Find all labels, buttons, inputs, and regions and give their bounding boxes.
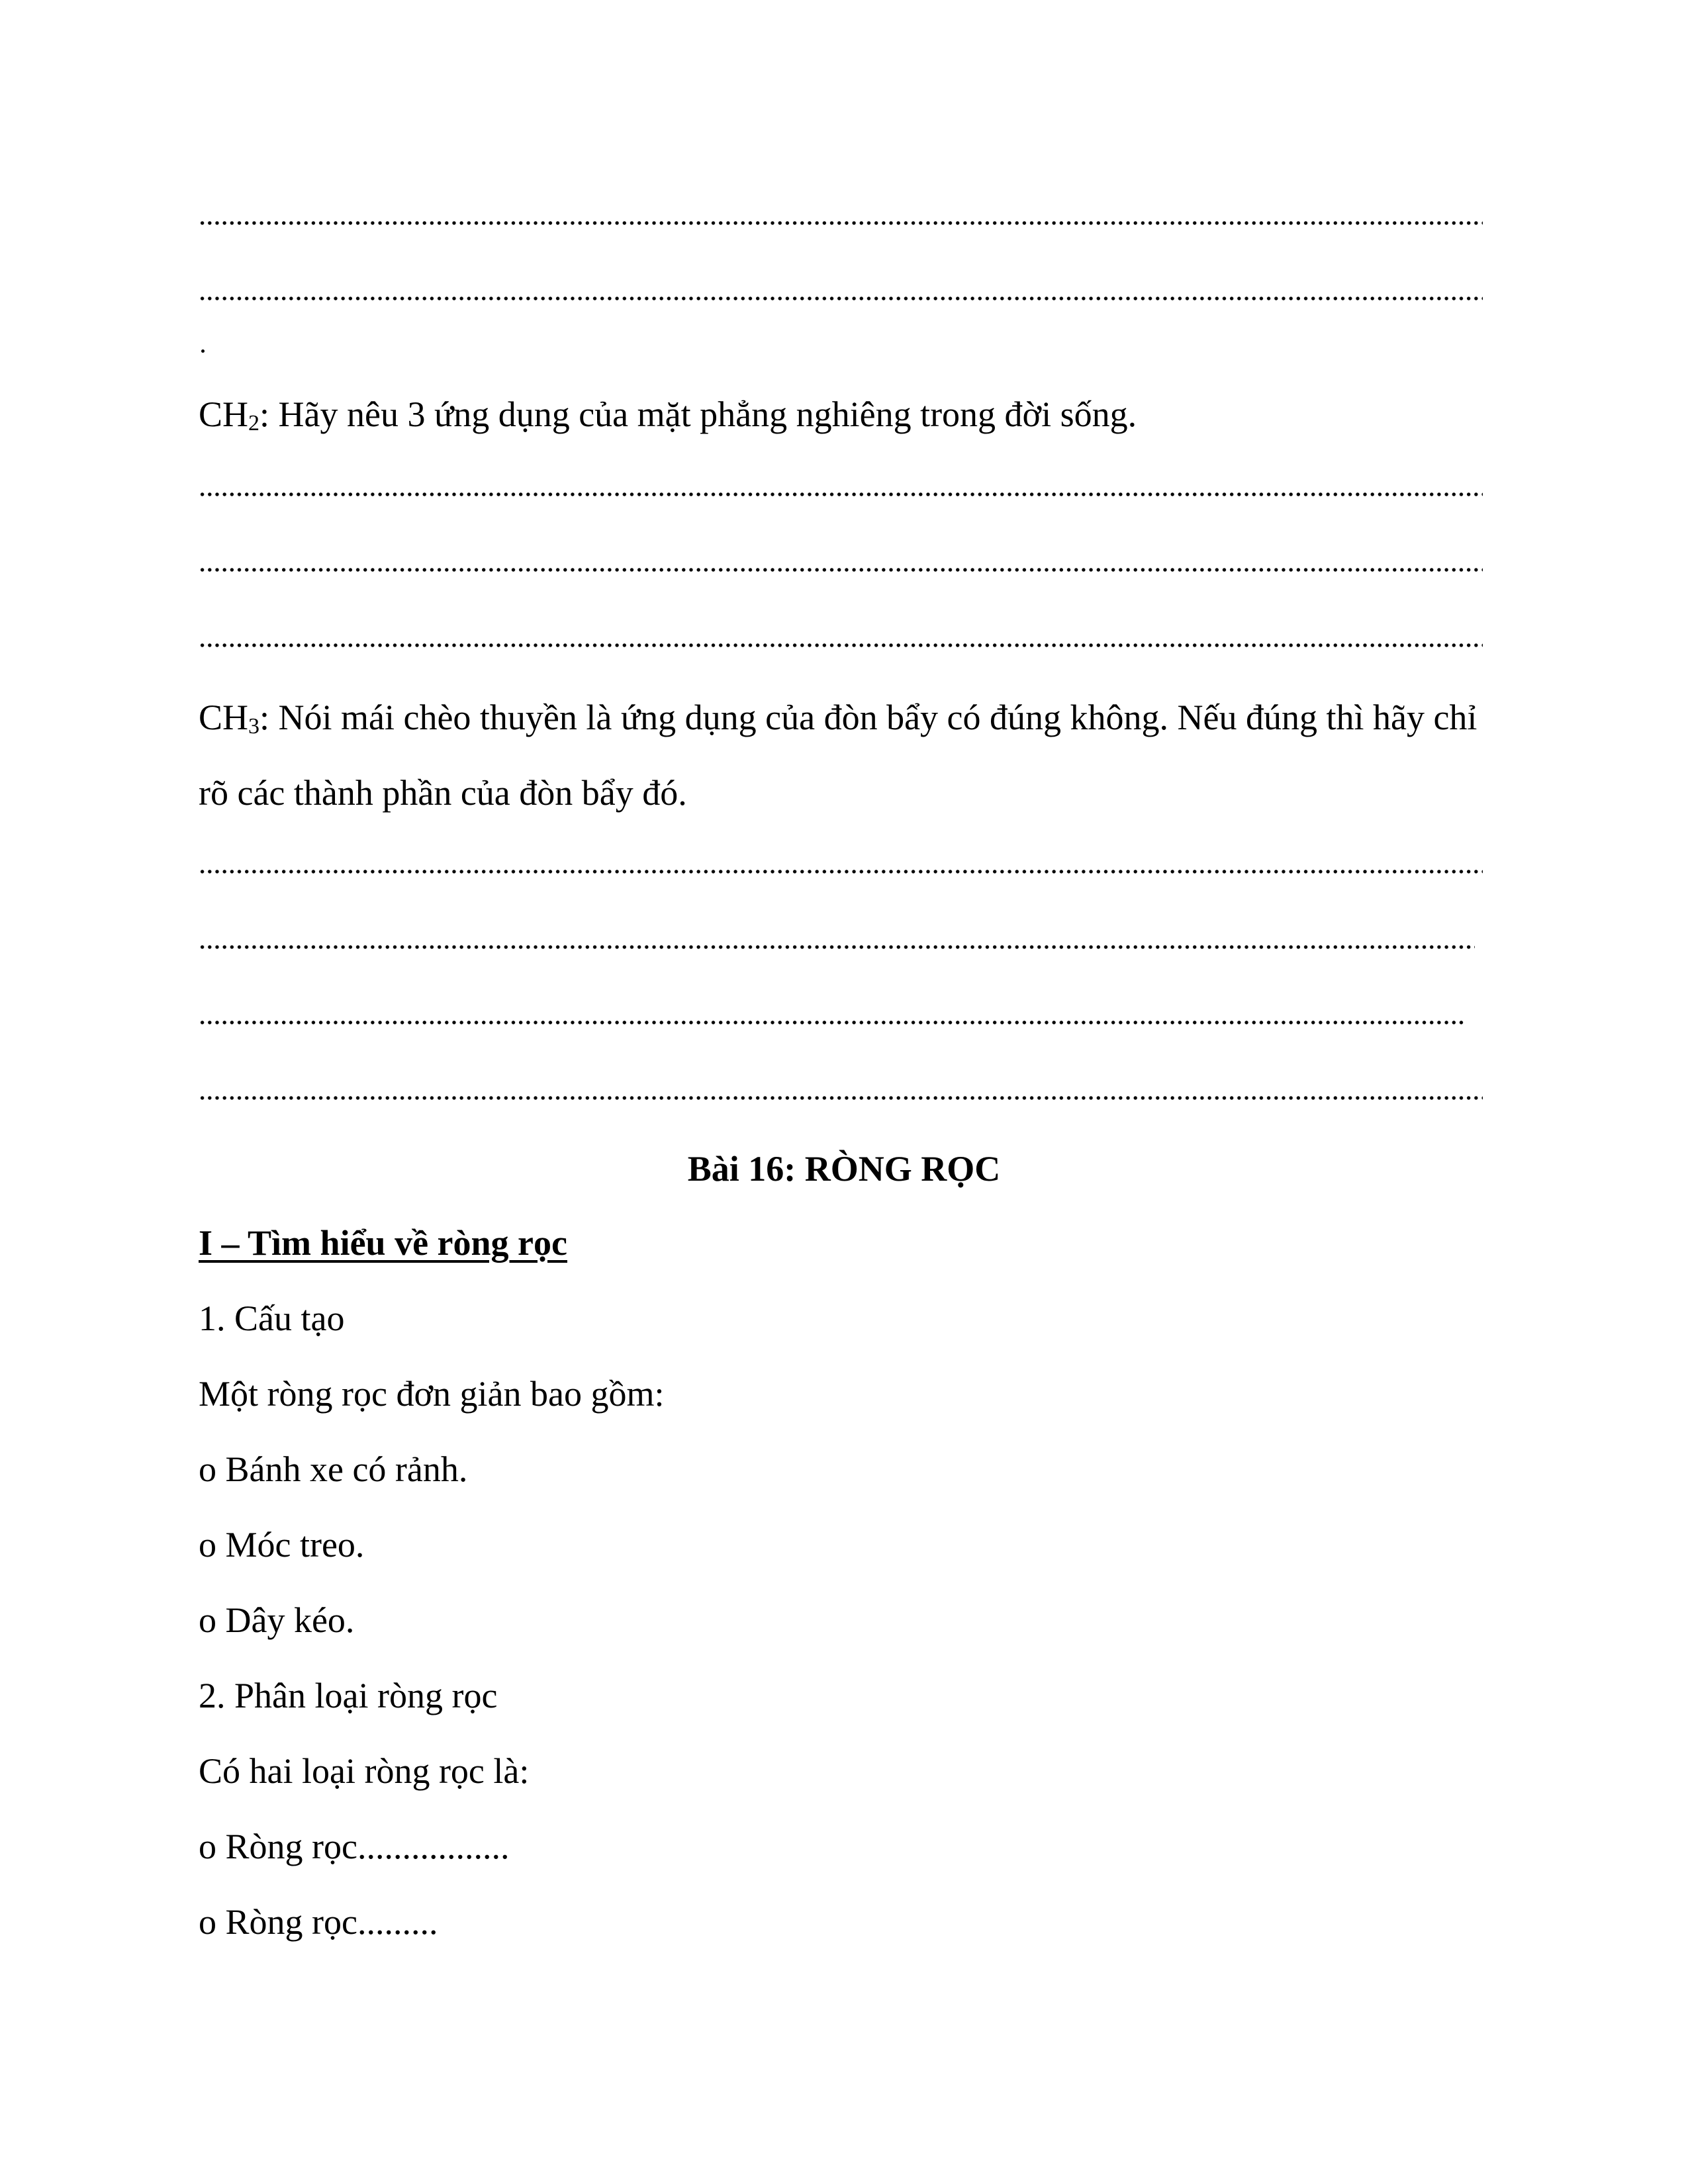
question-ch3-continued: rõ các thành phần của đòn bẩy đó.: [199, 773, 687, 813]
answer-line: [199, 568, 1483, 572]
paragraph: Một ròng rọc đơn giản bao gồm:: [199, 1374, 665, 1414]
question-text: : Hãy nêu 3 ứng dụng của mặt phẳng nghiêng trong đời sống.: [259, 394, 1137, 434]
answer-line: [199, 870, 1483, 874]
answer-line: [199, 1096, 1483, 1100]
answer-line: [199, 296, 1483, 300]
list-item: o Bánh xe có rảnh.: [199, 1449, 468, 1489]
list-item: o Dây kéo.: [199, 1600, 355, 1640]
answer-line: [199, 492, 1483, 496]
list-item: o Ròng rọc.........: [199, 1902, 438, 1942]
question-label: CH: [199, 394, 249, 434]
answer-line: [199, 1021, 1467, 1024]
question-label: CH: [199, 698, 249, 737]
question-number: 2: [248, 411, 260, 435]
subsection-heading: 1. Cấu tạo: [199, 1298, 345, 1338]
list-item: o Ròng rọc.................: [199, 1827, 510, 1866]
trailing-dot: [201, 349, 205, 353]
paragraph: Có hai loại ròng rọc là:: [199, 1751, 530, 1791]
question-text: : Nói mái chèo thuyền là ứng dụng của đòn bẩy có đúng không. Nếu đúng thì hãy chỉ: [259, 698, 1477, 737]
answer-line: [199, 221, 1483, 225]
section-heading: I – Tìm hiểu về ròng rọc: [199, 1223, 567, 1263]
question-number: 3: [248, 714, 260, 739]
question-ch2: [199, 393, 1137, 435]
question-ch3: [199, 696, 1477, 739]
subsection-heading: 2. Phân loại ròng rọc: [199, 1676, 498, 1715]
answer-line: [199, 945, 1475, 949]
lesson-title: Bài 16: RÒNG RỌC: [687, 1149, 1001, 1189]
list-item: o Móc treo.: [199, 1525, 365, 1565]
answer-line: [199, 643, 1483, 647]
